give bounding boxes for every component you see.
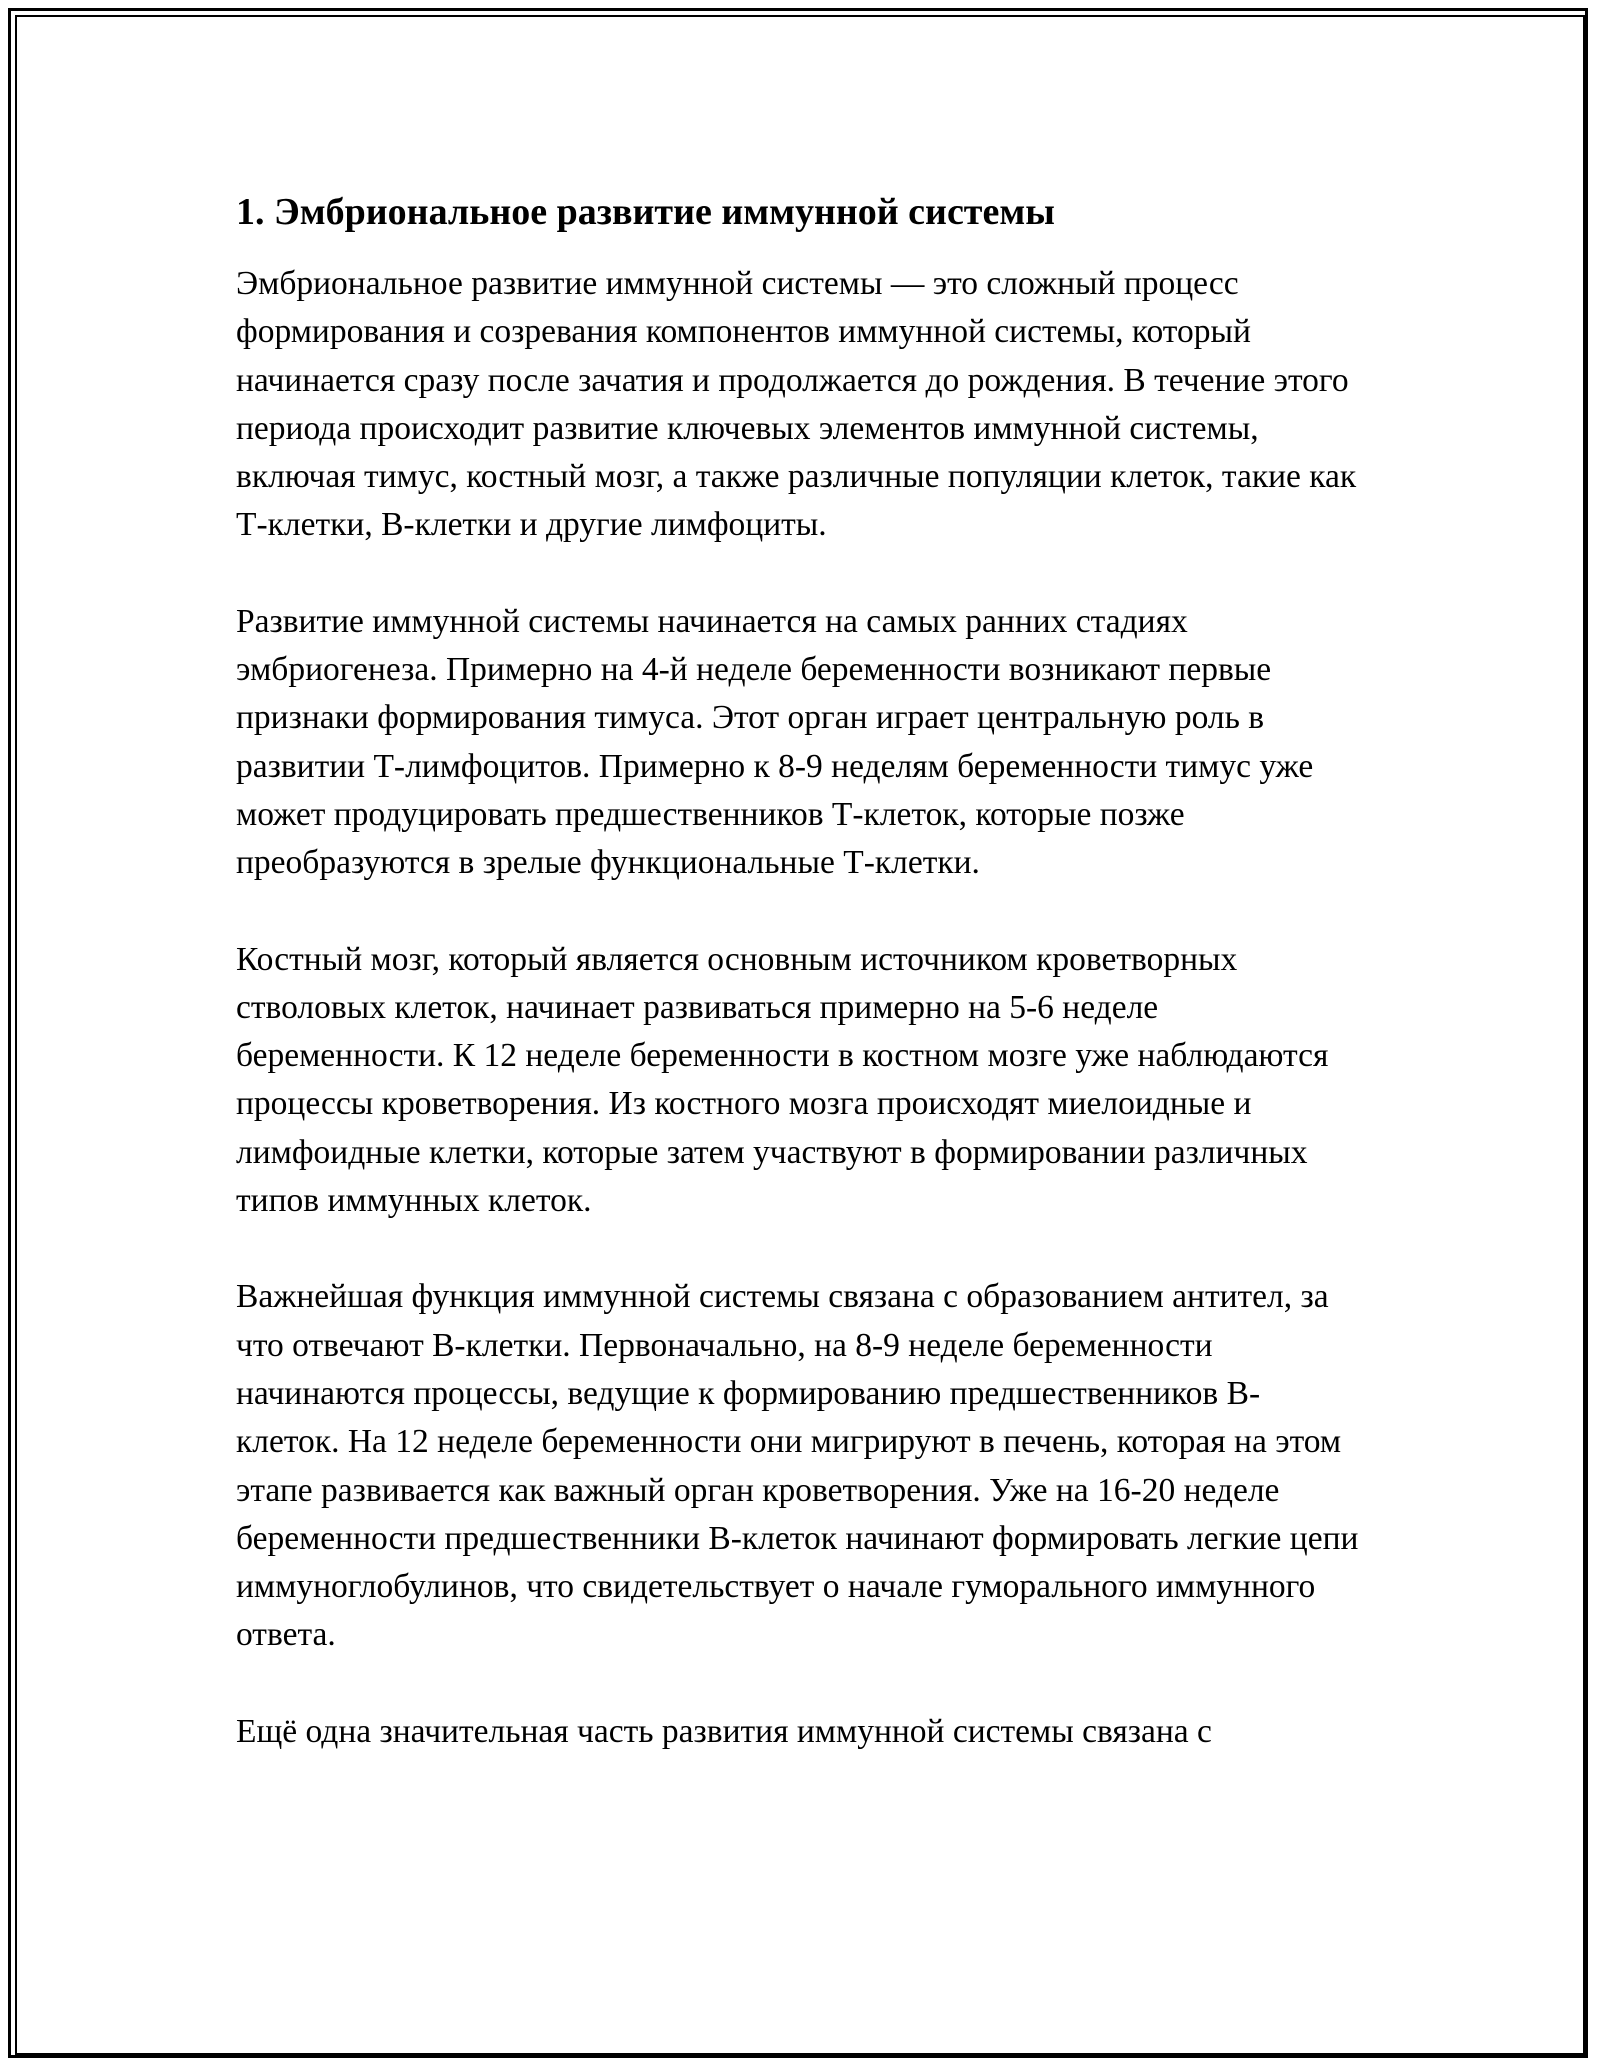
paragraph-5: Ещё одна значительная часть развития иммунной системы связана с bbox=[236, 1712, 1212, 1750]
paragraph-1: Эмбриональное развитие иммунной системы — это сложный процесс формирования и созревания компонентов иммунной системы, который начинается сразу после зачатия и продолжается до рождения. В течение этого периода происходит развитие ключевых элементов иммунной системы, включая тимус, костный мозг, а также различные популяции клеток, такие как Т-клетки, В-клетки и другие лимфоциты. bbox=[236, 265, 1357, 544]
paragraph-2: Развитие иммунной системы начинается на самых ранних стадиях эмбриогенеза. Примерно на 4-й неделе беременности возникают первые признаки формирования тимуса. Этот орган играет центральную роль в развитии Т-лимфоцитов. Примерно к 8-9 неделям беременности тимус уже может продуцировать предшественников Т-клеток, которые позже преобразуются в зрелые функциональные Т-клетки. bbox=[236, 602, 1314, 882]
document-body bbox=[236, 186, 1361, 1804]
paragraph-3: Костный мозг, который является основным источником кроветворных стволовых клеток, начинает развиваться примерно на 5-6 неделе беременности. К 12 неделе беременности в костном мозге уже наблюдаются процессы кроветворения. Из костного мозга происходят миелоидные и лимфоидные клетки, которые затем участвуют в формировании различных типов иммунных клеток. bbox=[236, 940, 1329, 1220]
section-heading: 1. Эмбриональное развитие иммунной системы bbox=[236, 191, 1055, 233]
paragraph-4: Важнейшая функция иммунной системы связана с образованием антител, за что отвечают В-клетки. Первоначально, на 8-9 неделе беременности начинаются процессы, ведущие к формированию предшественников В-клеток. На 12 неделе беременности они мигрируют в печень, которая на этом этапе развивается как важный орган кроветворения. Уже на 16-20 неделе беременности предшественники В-клеток начинают формировать легкие цепи иммуноглобулинов, что свидетельствует о начале гуморального иммунного ответа. bbox=[236, 1278, 1359, 1654]
